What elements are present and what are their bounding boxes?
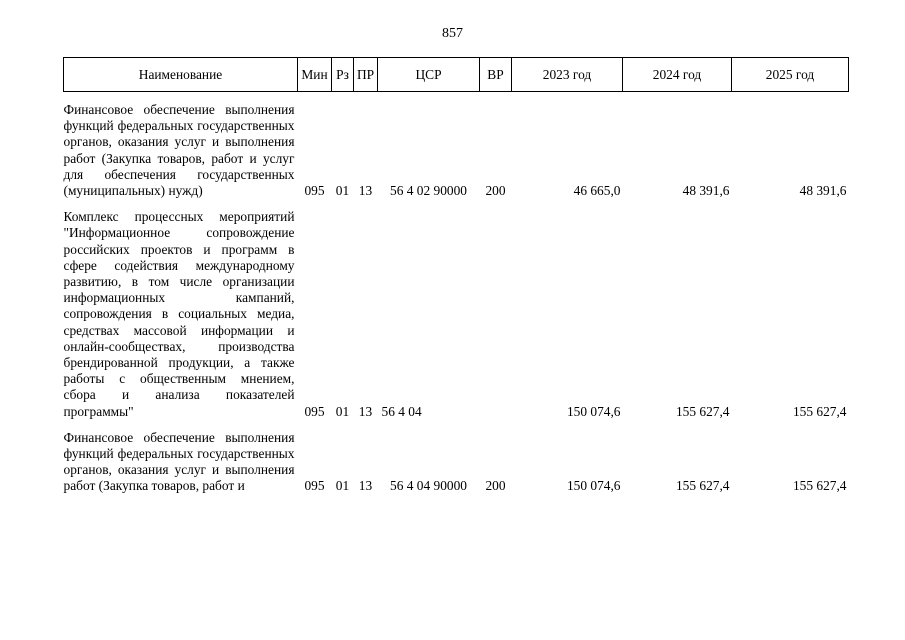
row-name: Финансовое обеспечение выполнения функций федеральных государственных органов, оказания услуг и выполнения работ (Закупка товаров, работ и услуг для обеспечения государственных (муниципальных) нужд) [63, 102, 295, 199]
row-min: 095 [304, 478, 325, 494]
page-number: 857 [442, 26, 463, 41]
row-csr: 56 4 04 [381, 403, 422, 419]
row-min: 095 [304, 403, 325, 419]
header-vr: ВР [480, 58, 512, 92]
row-2025: 155 627,4 [792, 403, 847, 419]
row-2025: 155 627,4 [792, 478, 847, 494]
row-vr: 200 [485, 183, 506, 199]
header-rz: Рз [332, 58, 354, 92]
table-row [64, 209, 849, 420]
budget-table [63, 57, 849, 495]
row-rz: 01 [335, 183, 350, 199]
row-vr [480, 209, 512, 420]
table-header-row [64, 58, 849, 92]
row-csr: 56 4 04 90000 [390, 478, 467, 494]
table-row [64, 102, 849, 199]
row-2023: 46 665,0 [573, 183, 621, 199]
row-name: Комплекс процессных мероприятий "Информационное сопровождение российских проектов и программ в сфере содействия международному развитию, в том числе организации информационных кампаний, сопровождения в социальных медиа, средствах массовой информации и онлайн-сообществах, производства брендированной продукции, а также работы с общественным мнением, сбора и анализа показателей программы" [63, 209, 295, 419]
row-2024: 155 627,4 [675, 478, 730, 494]
row-rz: 01 [335, 403, 350, 419]
row-2024: 155 627,4 [675, 403, 730, 419]
row-2023: 150 074,6 [566, 403, 621, 419]
row-pr: 13 [358, 183, 373, 199]
header-pr: ПР [354, 58, 378, 92]
row-pr: 13 [358, 478, 373, 494]
row-vr: 200 [485, 478, 506, 494]
header-2025: 2025 год [732, 58, 849, 92]
row-2023: 150 074,6 [566, 478, 621, 494]
header-min: Мин [298, 58, 332, 92]
table-row [64, 430, 849, 495]
row-2024: 48 391,6 [682, 183, 730, 199]
row-min: 095 [304, 183, 325, 199]
row-pr: 13 [358, 403, 373, 419]
header-2023: 2023 год [512, 58, 623, 92]
header-csr: ЦСР [378, 58, 480, 92]
row-rz: 01 [335, 478, 350, 494]
header-name: Наименование [64, 58, 298, 92]
row-name: Финансовое обеспечение выполнения функций федеральных государственных органов, оказания услуг и выполнения работ (Закупка товаров, работ и [63, 429, 295, 494]
header-2024: 2024 год [623, 58, 732, 92]
row-2025: 48 391,6 [799, 183, 847, 199]
row-csr: 56 4 02 90000 [390, 183, 467, 199]
